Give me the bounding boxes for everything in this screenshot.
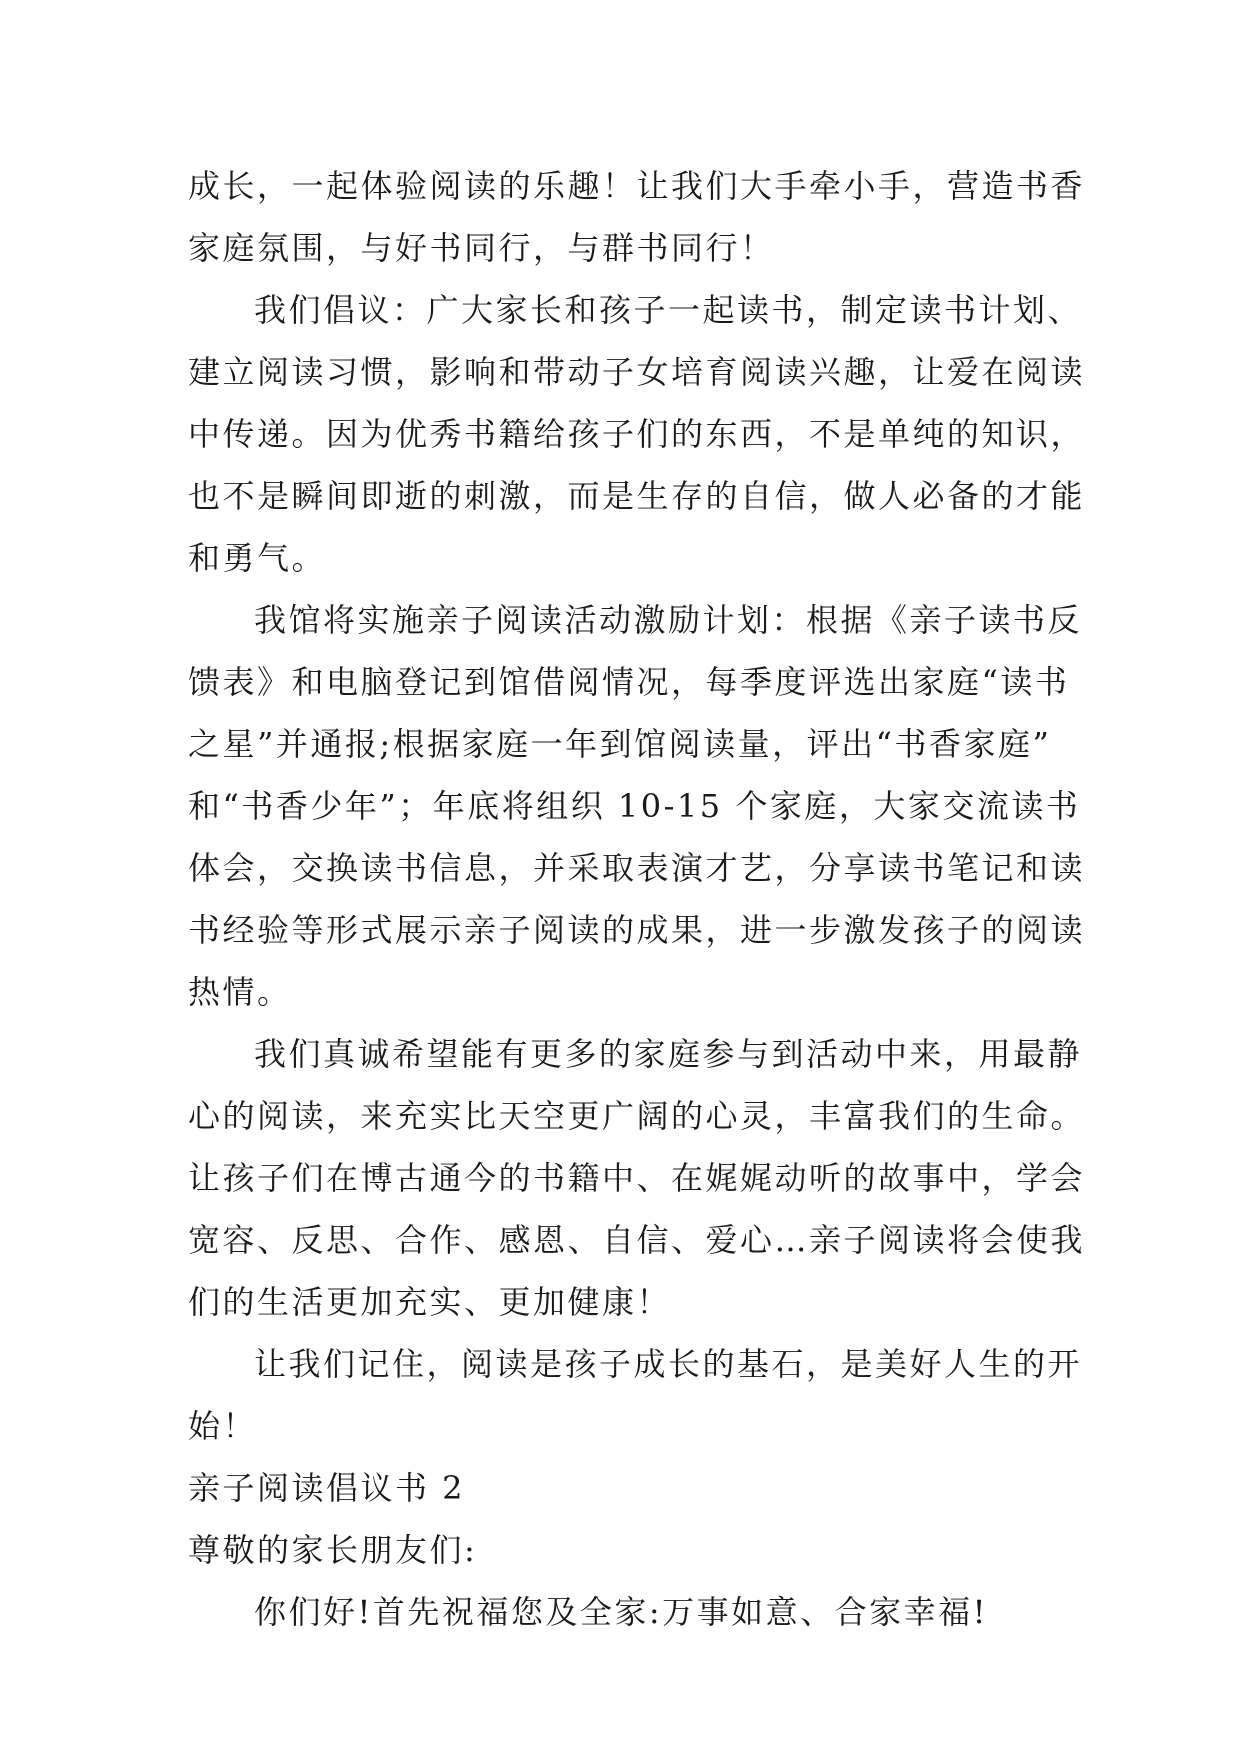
- text-line: 亲子阅读倡议书 2: [188, 1469, 466, 1507]
- salutation: [188, 1519, 1068, 1581]
- paragraph: [188, 1333, 1083, 1457]
- text-line: 我馆将实施亲子阅读活动激励计划：根据《亲子读书反: [254, 601, 1083, 639]
- text-line: 宽容、反思、合作、感恩、自信、爱心…亲子阅读将会使我: [188, 1221, 1086, 1259]
- text-line: 我们倡议：广大家长和孩子一起读书，制定读书计划、: [254, 291, 1083, 329]
- text-line: 中传递。因为优秀书籍给孩子们的东西，不是单纯的知识，: [188, 415, 1086, 453]
- text-line: 让我们记住，阅读是孩子成长的基石，是美好人生的开: [254, 1345, 1083, 1383]
- text-line: 也不是瞬间即逝的刺激，而是生存的自信，做人必备的才能: [188, 477, 1086, 515]
- text-line: 们的生活更加充实、更加健康！: [188, 1283, 672, 1321]
- text-line: 你们好!首先祝福您及全家:万事如意、合家幸福!: [254, 1593, 989, 1631]
- text-line: 尊敬的家长朋友们:: [188, 1531, 478, 1569]
- text-line: 书经验等形式展示亲子阅读的成果，进一步激发孩子的阅读: [188, 911, 1086, 949]
- text-line: 热情。: [188, 973, 292, 1011]
- text-line: 和“书香少年”；年底将组织 10-15 个家庭，大家交流读书: [188, 787, 1081, 825]
- paragraph: [188, 279, 1086, 589]
- text-line: 始！: [188, 1407, 258, 1445]
- section-heading: [188, 1457, 1068, 1519]
- text-line: 我们真诚希望能有更多的家庭参与到活动中来，用最静: [254, 1035, 1083, 1073]
- text-line: 馈表》和电脑登记到馆借阅情况，每季度评选出家庭“读书: [188, 663, 1070, 701]
- text-line: 让孩子们在博古通今的书籍中、在娓娓动听的故事中，学会: [188, 1159, 1086, 1197]
- paragraph: [188, 589, 1086, 1023]
- text-line: 家庭氛围，与好书同行，与群书同行！: [188, 229, 775, 267]
- text-line: 建立阅读习惯，影响和带动子女培育阅读兴趣，让爱在阅读: [188, 353, 1086, 391]
- text-line: 成长，一起体验阅读的乐趣！让我们大手牵小手，营造书香: [188, 167, 1086, 205]
- paragraph: [188, 1581, 1068, 1643]
- text-line: 体会，交换读书信息，并采取表演才艺，分享读书笔记和读: [188, 849, 1086, 887]
- paragraph: [188, 155, 1086, 279]
- paragraph: [188, 1023, 1086, 1333]
- document-body: [188, 155, 1086, 1643]
- text-line: 之星”并通报;根据家庭一年到馆阅读量，评出“书香家庭”: [188, 725, 1052, 763]
- text-line: 心的阅读，来充实比天空更广阔的心灵，丰富我们的生命。: [188, 1097, 1086, 1135]
- text-line: 和勇气。: [188, 539, 327, 577]
